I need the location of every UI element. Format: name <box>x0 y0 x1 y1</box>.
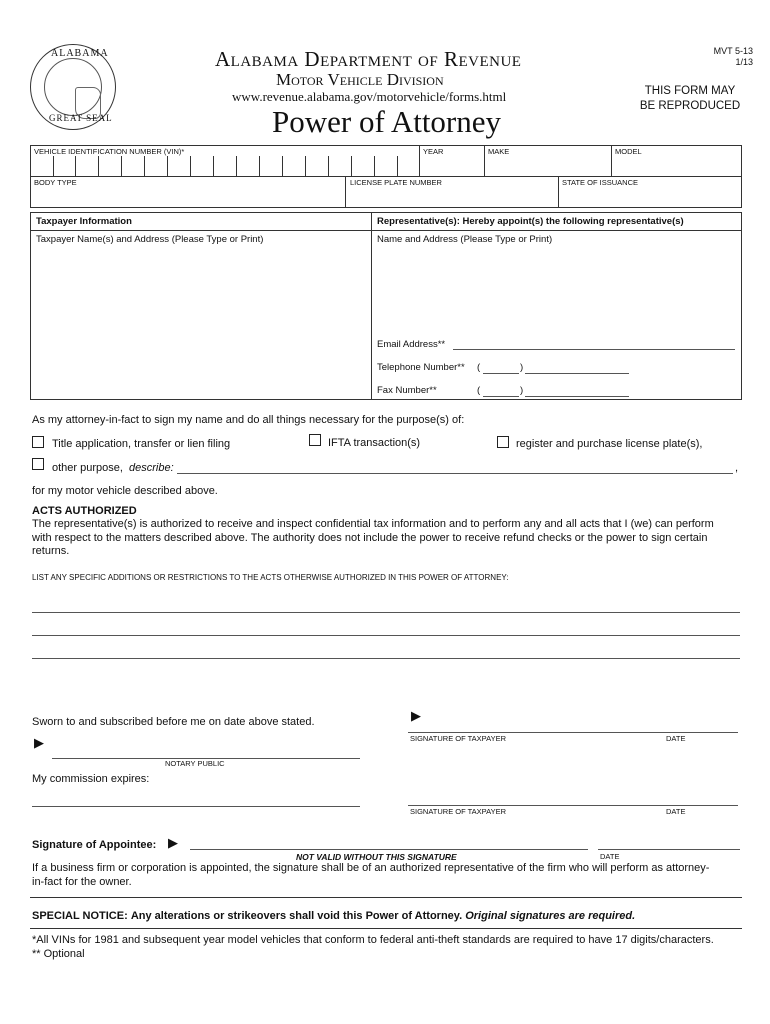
other-purpose-label: other purpose, <box>52 462 123 474</box>
year-field[interactable] <box>421 155 483 175</box>
phone-paren-open: ( <box>477 362 481 373</box>
notary-arrow-icon: ▶ <box>34 735 44 750</box>
vin-footnote: *All VINs for 1981 and subsequent year model vehicles that conform to federal anti-theft standards are required to have 17 digits/characters. <box>32 934 714 946</box>
business-note-line-2: in-fact for the owner. <box>32 875 132 888</box>
commission-field[interactable] <box>32 792 360 807</box>
form-code: MVT 5-13 <box>713 46 753 56</box>
state-field[interactable] <box>560 186 740 206</box>
notice-bottom-rule <box>30 928 742 929</box>
acts-heading: ACTS AUTHORIZED <box>32 505 137 517</box>
business-note <box>32 862 747 889</box>
appointee-date-field[interactable] <box>598 836 740 850</box>
register-plates-checkbox[interactable] <box>497 436 509 448</box>
taxpayer-names-label: Taxpayer Name(s) and Address (Please Type or Print) <box>36 234 264 245</box>
fax-number-field[interactable] <box>525 384 629 397</box>
register-plates-label: register and purchase license plate(s), <box>516 438 703 450</box>
acts-body-line-1: The representative(s) is authorized to receive and inspect confidential tax information and to perform any and all acts that I (we) can perform <box>32 518 714 530</box>
vehicle-row-2 <box>30 176 742 208</box>
taxpayer-heading: Taxpayer Information <box>36 216 132 227</box>
taxpayer-names-field[interactable] <box>33 247 369 397</box>
forms-url[interactable]: www.revenue.alabama.gov/motorvehicle/forms.html <box>232 89 507 104</box>
acts-body-line-3: returns. <box>32 545 70 557</box>
state-label: STATE OF ISSUANCE <box>562 178 638 187</box>
appointee-date-label: DATE <box>600 852 620 861</box>
rep-heading: Representative(s): Hereby appoint(s) the following representative(s) <box>377 216 684 227</box>
fax-paren-close: ) <box>520 385 524 396</box>
taxpayer2-signature-field[interactable] <box>408 791 738 806</box>
phone-area-field[interactable] <box>483 361 519 374</box>
title-application-checkbox[interactable] <box>32 436 44 448</box>
body-type-label: BODY TYPE <box>34 178 77 187</box>
notice-top-rule <box>30 897 742 898</box>
model-label: MODEL <box>615 147 642 156</box>
vin-field[interactable] <box>31 146 419 176</box>
make-field[interactable] <box>486 155 611 175</box>
special-notice-label: SPECIAL NOTICE: <box>32 910 128 922</box>
taxpayer1-date-label: DATE <box>666 734 686 743</box>
seal-inner-ring <box>44 58 102 116</box>
plate-label: LICENSE PLATE NUMBER <box>350 178 442 187</box>
restrictions-line-2[interactable] <box>32 621 740 636</box>
commission-label: My commission expires: <box>32 773 150 785</box>
notary-signature-field[interactable] <box>52 744 360 759</box>
fax-label: Fax Number** <box>377 385 437 396</box>
taxpayer2-date-label: DATE <box>666 807 686 816</box>
taxpayer1-signature-label: SIGNATURE OF TAXPAYER <box>410 734 506 743</box>
special-notice-italic: Original signatures are required. <box>465 910 636 922</box>
rep-names-field[interactable] <box>374 247 739 335</box>
title-application-label: Title application, transfer or lien filing <box>52 438 231 450</box>
division-name: Motor Vehicle Division <box>276 70 444 89</box>
other-purpose-field[interactable] <box>177 460 733 474</box>
phone-paren-close: ) <box>520 362 524 373</box>
seal-bottom-text: GREAT SEAL <box>49 113 113 123</box>
other-purpose-checkbox[interactable] <box>32 458 44 470</box>
ifta-label: IFTA transaction(s) <box>328 437 421 449</box>
appointee-signature-field[interactable] <box>190 836 588 850</box>
not-valid-note: NOT VALID WITHOUT THIS SIGNATURE <box>296 852 457 862</box>
email-label: Email Address** <box>377 339 446 350</box>
sworn-statement: Sworn to and subscribed before me on date above stated. <box>32 716 315 728</box>
describe-comma: , <box>735 462 739 474</box>
purpose-intro: As my attorney-in-fact to sign my name and do all things necessary for the purpose(s) of: <box>32 414 465 426</box>
body-type-field[interactable] <box>31 186 344 206</box>
taxpayer1-signature-field[interactable] <box>408 718 738 733</box>
reproduce-line-1: THIS FORM MAY <box>644 85 736 97</box>
reproduce-line-2: BE REPRODUCED <box>639 100 741 112</box>
special-notice <box>32 910 635 922</box>
reproduce-note <box>630 84 750 114</box>
make-label: MAKE <box>488 147 510 156</box>
taxpayer-rep-box <box>30 212 742 400</box>
vin-label: VEHICLE IDENTIFICATION NUMBER (VIN)* <box>34 147 185 156</box>
great-seal-logo <box>30 44 116 130</box>
taxpayer1-arrow-icon: ▶ <box>411 708 421 723</box>
restrictions-label: LIST ANY SPECIFIC ADDITIONS OR RESTRICTIONS TO THE ACTS OTHERWISE AUTHORIZED IN THIS POWER OF ATTORNEY: <box>32 573 509 582</box>
vehicle-row-1 <box>30 145 742 177</box>
purpose-tail: for my motor vehicle described above. <box>32 485 218 497</box>
form-date: 1/13 <box>735 57 753 67</box>
plate-field[interactable] <box>347 186 557 206</box>
acts-body <box>32 518 747 559</box>
year-label: YEAR <box>423 147 444 156</box>
taxpayer2-signature-label: SIGNATURE OF TAXPAYER <box>410 807 506 816</box>
notary-label: NOTARY PUBLIC <box>165 759 225 768</box>
describe-label: describe: <box>129 462 174 474</box>
ifta-checkbox[interactable] <box>309 434 321 446</box>
seal-top-text: ALABAMA <box>51 48 109 59</box>
phone-number-field[interactable] <box>525 361 629 374</box>
phone-label: Telephone Number** <box>377 362 465 373</box>
fax-paren-open: ( <box>477 385 481 396</box>
special-notice-text: Any alterations or strikeovers shall void this Power of Attorney. <box>130 910 463 922</box>
model-field[interactable] <box>613 155 741 175</box>
restrictions-line-3[interactable] <box>32 644 740 659</box>
department-name: Alabama Department of Revenue <box>215 47 522 71</box>
business-note-line-1: If a business firm or corporation is appointed, the signature shall be of an authorized representative of the firm who will perform as attorney- <box>32 862 710 874</box>
appointee-arrow-icon: ▶ <box>168 835 178 850</box>
acts-body-line-2: with respect to the matters described above. The authority does not include the power to receive refund checks or the power to sign certain <box>32 531 708 544</box>
fax-area-field[interactable] <box>483 384 519 397</box>
form-title: Power of Attorney <box>272 104 502 139</box>
appointee-label: Signature of Appointee: <box>32 839 157 851</box>
restrictions-line-1[interactable] <box>32 598 740 613</box>
email-field[interactable] <box>453 337 735 350</box>
rep-names-label: Name and Address (Please Type or Print) <box>377 234 553 245</box>
optional-footnote: ** Optional <box>32 948 85 960</box>
